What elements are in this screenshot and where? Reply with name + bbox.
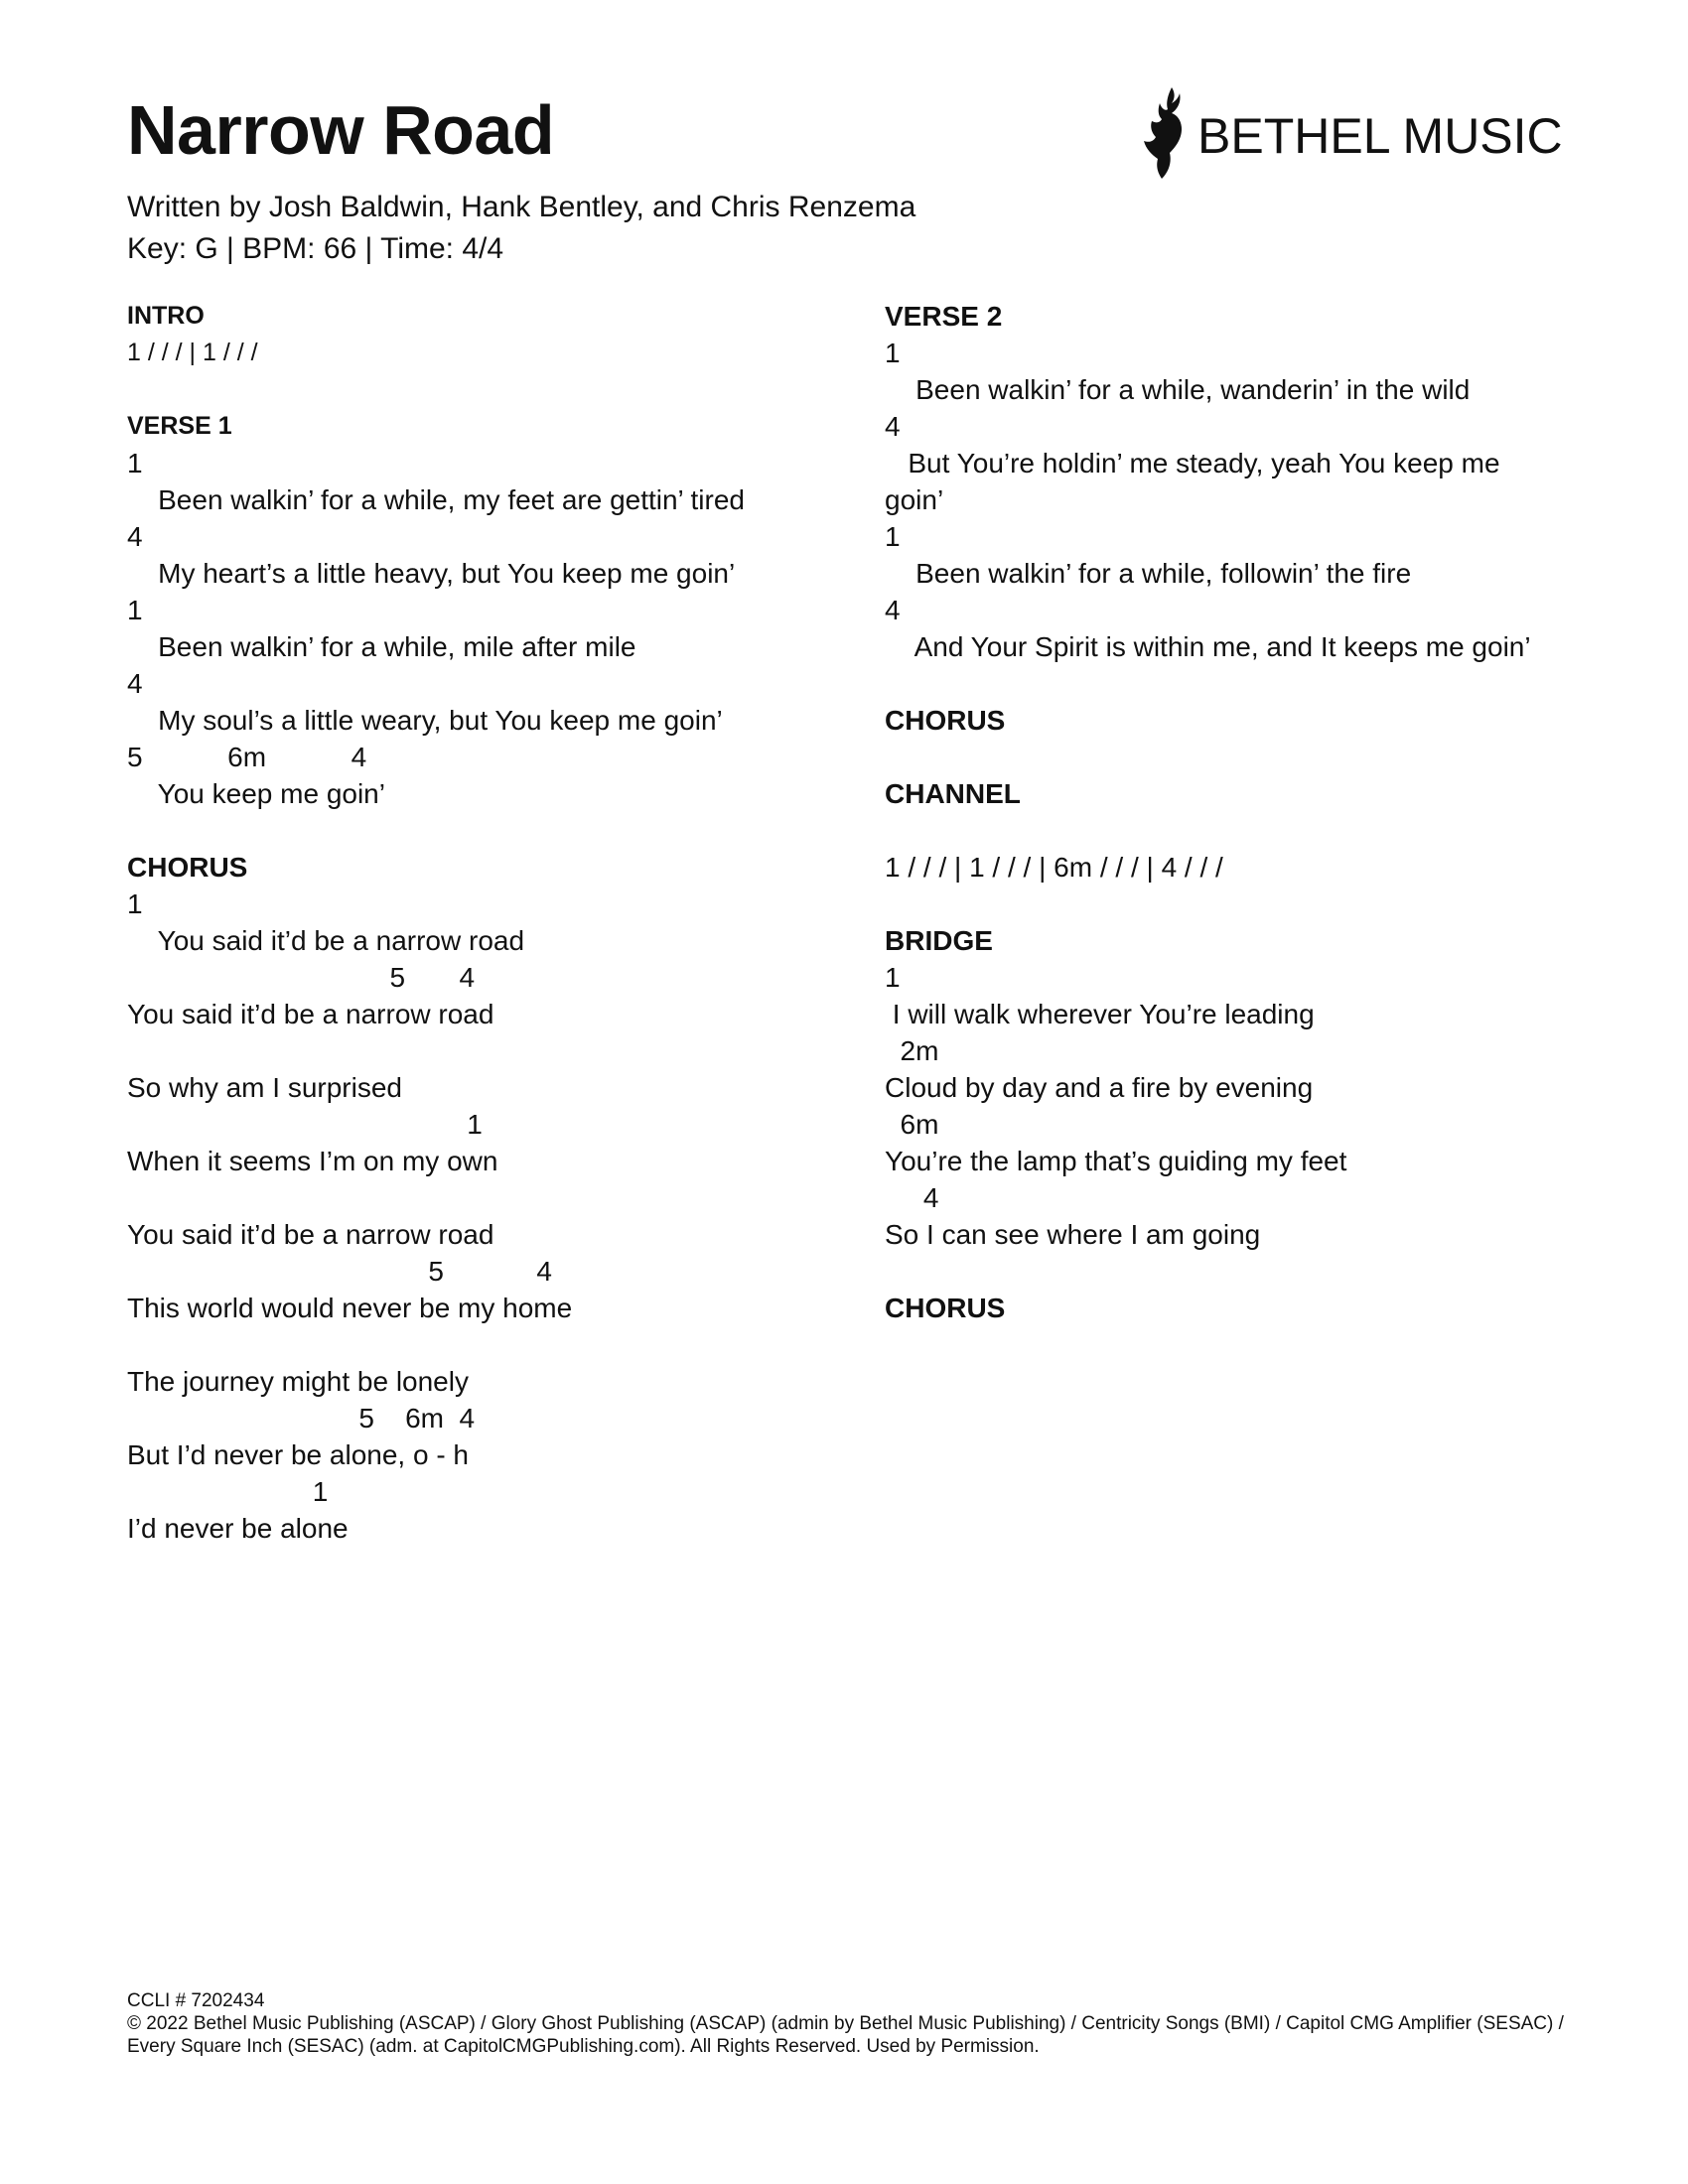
- section-heading-bridge: BRIDGE: [885, 925, 993, 956]
- lyric-line: The journey might be lonely: [127, 1366, 469, 1397]
- chord-line: 5 4: [127, 1256, 552, 1287]
- lyric-line: So why am I surprised: [127, 1072, 402, 1103]
- chord-line: 5 6m 4: [127, 1403, 476, 1433]
- lyric-line: You said it’d be a narrow road: [127, 1219, 494, 1250]
- chord-line: 1 / / / | 1 / / / | 6m / / / | 4 / / /: [885, 852, 1223, 883]
- lyric-line: You said it’d be a narrow road: [127, 925, 525, 956]
- lyric-line: When it seems I’m on my own: [127, 1146, 498, 1176]
- lyric-line: You said it’d be a narrow road: [127, 999, 494, 1029]
- song-title: Narrow Road: [127, 91, 555, 169]
- chord-line: 4: [885, 411, 901, 442]
- right-column: [885, 298, 1580, 1326]
- ccli-number: CCLI # 7202434: [127, 1990, 265, 2011]
- song-key-bpm-time: Key: G | BPM: 66 | Time: 4/4: [127, 232, 504, 265]
- lyric-line: Been walkin’ for a while, followin’ the fire: [885, 558, 1412, 589]
- deer-head-icon: [1142, 83, 1194, 183]
- chord-line: 1: [127, 1476, 329, 1507]
- section-heading-intro: INTRO: [127, 302, 205, 330]
- lyric-line: My heart’s a little heavy, but You keep me goin’: [127, 558, 736, 589]
- chord-line: 6m: [885, 1109, 939, 1140]
- section-heading-chorus-ref: CHORUS: [885, 1293, 1006, 1323]
- song-writers: Written by Josh Baldwin, Hank Bentley, and Chris Renzema: [127, 191, 916, 223]
- chord-line: 1 / / / | 1 / / /: [127, 339, 258, 366]
- chord-line: 5 4: [127, 962, 476, 993]
- section-heading-verse-2: VERSE 2: [885, 301, 1003, 332]
- copyright-line: Every Square Inch (SESAC) (adm. at CapitolCMGPublishing.com). All Rights Reserved. Used by Permission.: [127, 2036, 1040, 2057]
- chord-line: 1: [127, 888, 143, 919]
- lyric-line: But You’re holdin’ me steady, yeah You keep me: [885, 448, 1500, 478]
- chord-line: 4: [127, 668, 143, 699]
- chord-line: 4: [885, 1182, 939, 1213]
- lyric-line: I’d never be alone: [127, 1513, 349, 1544]
- section-heading-channel: CHANNEL: [885, 778, 1021, 809]
- lyric-line: goin’: [885, 484, 944, 515]
- lyric-line: Been walkin’ for a while, mile after mile: [127, 631, 636, 662]
- lyric-line: Been walkin’ for a while, wanderin’ in the wild: [885, 374, 1471, 405]
- section-heading-chorus-ref: CHORUS: [885, 705, 1006, 736]
- lyric-line: You keep me goin’: [127, 778, 385, 809]
- lyric-line: So I can see where I am going: [885, 1219, 1261, 1250]
- chord-line: 4: [885, 595, 901, 625]
- copyright-footer: [127, 1989, 1587, 2058]
- section-heading-verse-1: VERSE 1: [127, 412, 232, 440]
- bethel-music-logo: [1142, 83, 1563, 183]
- lyric-line: Been walkin’ for a while, my feet are gettin’ tired: [127, 484, 745, 515]
- logo-wordmark: BETHEL MUSIC: [1197, 108, 1563, 164]
- chord-line: 1: [127, 595, 143, 625]
- lyric-line: But I’d never be alone, o - h: [127, 1439, 469, 1470]
- chord-line: 1: [885, 338, 901, 368]
- lyric-line: My soul’s a little weary, but You keep me goin’: [127, 705, 723, 736]
- lyric-line: And Your Spirit is within me, and It keeps me goin’: [885, 631, 1531, 662]
- section-heading-chorus: CHORUS: [127, 852, 248, 883]
- chord-line: 5 6m 4: [127, 742, 367, 772]
- copyright-line: © 2022 Bethel Music Publishing (ASCAP) / Glory Ghost Publishing (ASCAP) (admin by Bethel Music Publishing) / Centricity Songs (BMI) / Capitol CMG Amplifier (SESAC) /: [127, 2013, 1564, 2034]
- chord-line: 1: [885, 521, 901, 552]
- lyric-line: This world would never be my home: [127, 1293, 573, 1323]
- chord-line: 1: [127, 1109, 483, 1140]
- left-column: [127, 298, 882, 1547]
- chord-line: 2m: [885, 1035, 939, 1066]
- chord-line: 1: [127, 448, 143, 478]
- lyric-line: You’re the lamp that’s guiding my feet: [885, 1146, 1347, 1176]
- chord-line: 1: [885, 962, 901, 993]
- chord-line: 4: [127, 521, 143, 552]
- lyric-line: I will walk wherever You’re leading: [885, 999, 1315, 1029]
- lyric-line: Cloud by day and a fire by evening: [885, 1072, 1314, 1103]
